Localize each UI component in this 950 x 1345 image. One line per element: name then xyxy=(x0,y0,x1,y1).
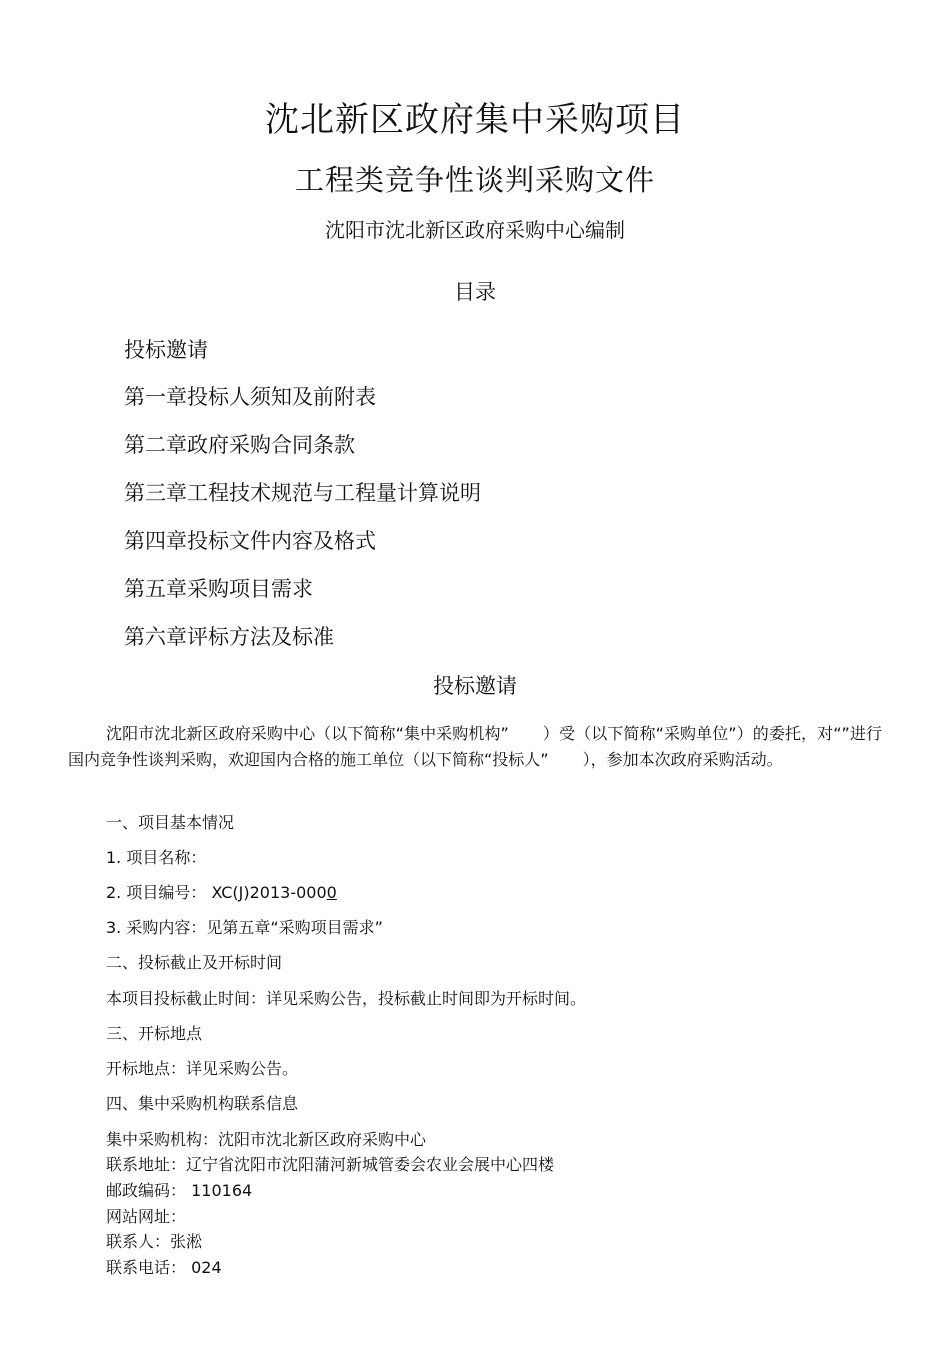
toc-heading: 目录 xyxy=(454,280,496,304)
invitation-intro-paragraph xyxy=(68,721,882,773)
intro-text-1: 沈阳市沈北新区政府采购中心（以下简称“集中采购机构” xyxy=(106,724,509,743)
phone-value: 024 xyxy=(191,1258,222,1277)
section-3-heading: 三、开标地点 xyxy=(106,1024,203,1043)
project-name-line: 1. 项目名称： xyxy=(106,848,207,867)
project-number-label: 2. 项目编号： xyxy=(106,883,207,902)
deadline-line: 本项目投标截止时间：详见采购公告，投标截止时间即为开标时间。 xyxy=(106,989,587,1008)
invitation-heading: 投标邀请 xyxy=(433,674,517,698)
contact-postcode xyxy=(106,1178,252,1201)
document-subtitle: 工程类竞争性谈判采购文件 xyxy=(294,163,655,197)
section-2-heading: 二、投标截止及开标时间 xyxy=(106,953,283,972)
intro-text-3: ），参加本次政府采购活动。 xyxy=(582,750,783,769)
contact-website: 网站网址： xyxy=(106,1207,187,1226)
section-4-heading: 四、集中采购机构联系信息 xyxy=(106,1094,299,1113)
postcode-label: 邮政编码： xyxy=(106,1181,187,1200)
toc-item-invitation: 投标邀请 xyxy=(124,338,208,362)
contact-person: 联系人：张淞 xyxy=(106,1232,203,1251)
toc-item-chapter-5: 第五章采购项目需求 xyxy=(124,577,313,601)
project-number-value-tail: 0 xyxy=(326,883,337,902)
toc-item-chapter-2: 第二章政府采购合同条款 xyxy=(124,433,355,457)
procurement-content-line: 3. 采购内容：见第五章“采购项目需求” xyxy=(106,918,383,937)
contact-address: 联系地址：辽宁省沈阳市沈阳蒲河新城管委会农业会展中心四楼 xyxy=(106,1155,555,1174)
contact-phone xyxy=(106,1255,222,1278)
section-1-heading: 一、项目基本情况 xyxy=(106,813,235,832)
postcode-value: 110164 xyxy=(191,1181,253,1200)
compiling-organization: 沈阳市沈北新区政府采购中心编制 xyxy=(325,218,625,242)
contact-agency: 集中采购机构：沈阳市沈北新区政府采购中心 xyxy=(106,1130,427,1149)
toc-item-chapter-4: 第四章投标文件内容及格式 xyxy=(124,529,376,553)
toc-item-chapter-6: 第六章评标方法及标准 xyxy=(124,625,334,649)
project-number-line xyxy=(106,880,337,903)
phone-label: 联系电话： xyxy=(106,1258,187,1277)
project-number-value: XC(J)2013-000 xyxy=(211,883,327,902)
intro-text-2: ）受（以下简称“采购单位”）的委托，对“”进行国内竞争性谈判采购，欢迎国内合格的施工单位（以下简称“投标人” xyxy=(68,724,882,769)
document-title: 沈北新区政府集中采购项目 xyxy=(265,100,685,140)
toc-item-chapter-1: 第一章投标人须知及前附表 xyxy=(124,385,376,409)
toc-item-chapter-3: 第三章工程技术规范与工程量计算说明 xyxy=(124,481,481,505)
location-line: 开标地点：详见采购公告。 xyxy=(106,1059,299,1078)
